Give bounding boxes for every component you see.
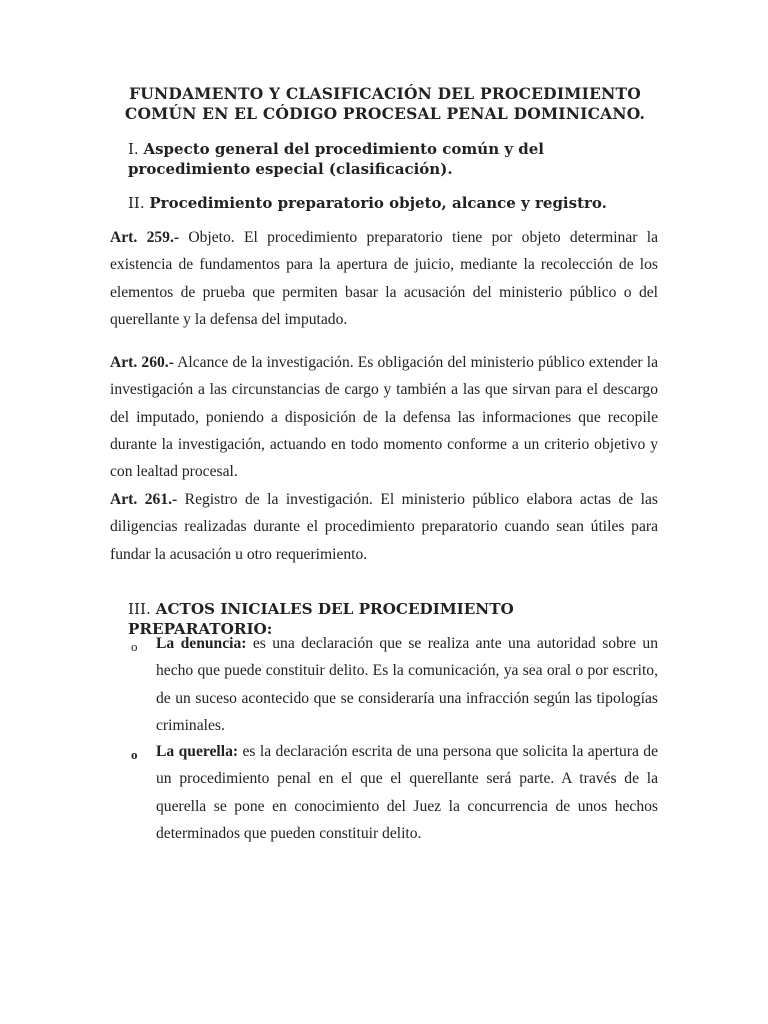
article-text: Objeto. El procedimiento preparatorio tiene por objeto determinar la existencia de fundamentos para la apertura de juicio, mediante la recolección de los elementos de prueba que permiten basar la acusación del ministerio público o del querellante y la defensa del imputado. — [110, 229, 659, 328]
section-number: I. — [128, 140, 144, 158]
title-line-2: COMÚN EN EL CÓDIGO PROCESAL PENAL DOMINICANO. — [124, 104, 646, 123]
article-260 — [110, 349, 658, 485]
section-heading-2 — [128, 193, 648, 213]
section-number: III. — [128, 600, 156, 618]
article-259 — [110, 224, 658, 333]
list-item-text: es la declaración escrita de una persona que solicita la apertura de un procedimiento penal en el que el querellante será parte. A través de la querella se pone en conocimiento del Juez la concurrencia de unos hechos determinados que pueden constituir delito. — [156, 743, 659, 843]
bullet-marker: o — [131, 639, 138, 654]
article-label: Art. 260.- — [110, 354, 174, 371]
article-label: Art. 259.- — [110, 229, 180, 246]
document-title — [100, 84, 670, 124]
list-item-querella — [156, 738, 658, 848]
article-text: Alcance de la investigación. Es obligación del ministerio público extender la investigación a las circunstancias de cargo y también a las que sirvan para el descargo del imputado, poniendo a disposición de la defensa las informaciones que recopile durante la investigación, actuando en todo momento conforme a un criterio objetivo y con lealtad procesal. — [110, 354, 658, 481]
list-item-text: es una declaración que se realiza ante una autoridad sobre un hecho que puede constituir delito. Es la comunicación, ya sea oral o por escrito, de un suceso acontecido que se consideraría una infracción según las tipologías criminales. — [156, 635, 658, 735]
list-item-denuncia — [156, 630, 658, 740]
section-title: Aspecto general del procedimiento común y del procedimiento especial (clasificación). — [128, 140, 544, 178]
section-title: ACTOS INICIALES DEL PROCEDIMIENTO PREPARATORIO: — [128, 600, 514, 638]
section-heading-1 — [128, 139, 648, 179]
title-line-1: FUNDAMENTO Y CLASIFICACIÓN DEL PROCEDIMIENTO — [129, 84, 641, 103]
list-item-term: La querella: — [156, 743, 239, 760]
article-261 — [110, 486, 658, 568]
section-title: Procedimiento preparatorio objeto, alcance y registro. — [149, 194, 607, 212]
article-label: Art. 261.- — [110, 491, 178, 508]
article-text: Registro de la investigación. El ministerio público elabora actas de las diligencias realizadas durante el procedimiento preparatorio cuando sean útiles para fundar la acusación u otro requerimiento. — [110, 491, 659, 563]
section-number: II. — [128, 194, 150, 212]
bullet-marker: o — [131, 747, 138, 762]
list-item-term: La denuncia: — [156, 635, 247, 652]
